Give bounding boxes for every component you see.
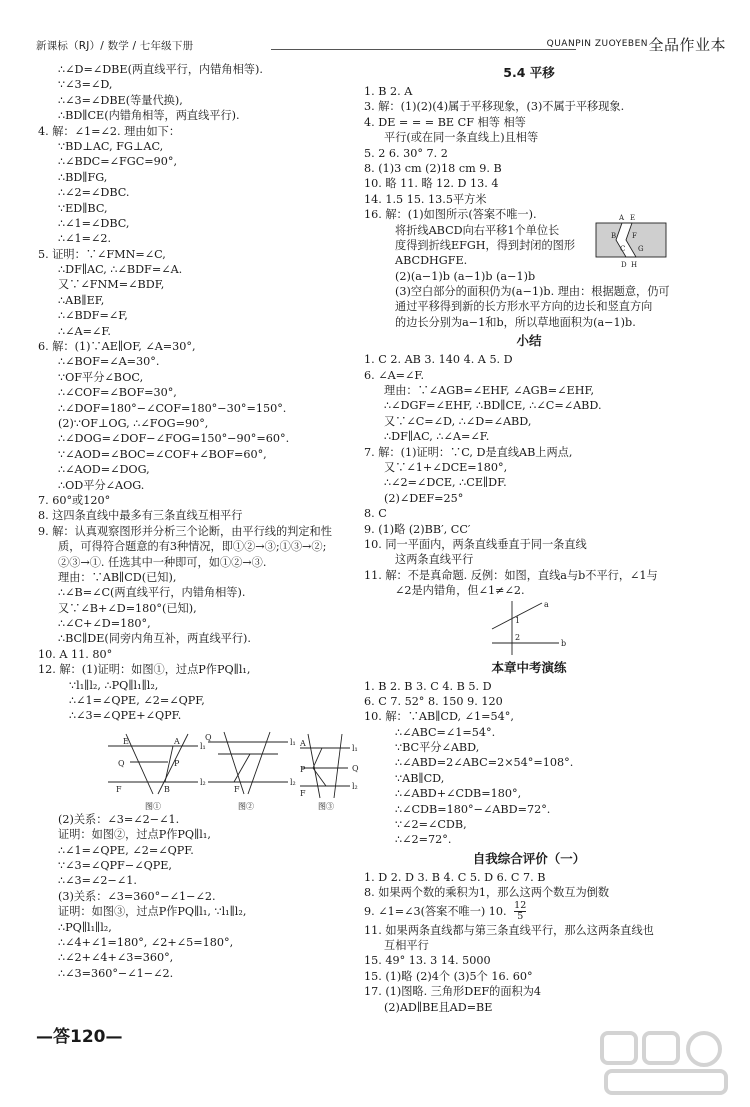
text-line: ∵∠3=∠D, xyxy=(58,78,113,92)
figure-label: A xyxy=(619,214,625,223)
q16-block xyxy=(364,207,694,269)
text-line: ∵∠2=∠CDB, xyxy=(395,818,467,832)
translation-figure xyxy=(592,213,672,271)
svg-text:b: b xyxy=(561,638,567,648)
figure-2-caption: 图② xyxy=(238,801,254,811)
text-line: 10. 略 11. 略 12. D 13. 4 xyxy=(364,177,499,191)
text-line: ∴∠3=∠QPE+∠QPF. xyxy=(69,709,182,723)
text-line: 11. 如果两条直线都与第三条直线平行，那么这两条直线也 xyxy=(364,923,654,937)
text-line: ∴∠2=72°. xyxy=(395,833,452,847)
text-line: ∴BD∥FG, xyxy=(58,170,108,184)
figure-label: B xyxy=(611,232,617,241)
text-line: 9. 解：认真观察图形并分析三个论断，由平行线的判定和性 xyxy=(38,524,332,538)
text-line: ∴∠3=∠2−∠1. xyxy=(58,874,137,888)
text-line: 8. 如果两个数的乘积为1，那么这两个数互为倒数 xyxy=(364,886,610,900)
text-line: 1. D 2. D 3. B 4. C 5. D 6. C 7. B xyxy=(364,870,546,884)
text-line: 将折线ABCD向右平移1个单位长 xyxy=(395,223,560,237)
text-line: ∴BD∥CE(内错角相等，两直线平行). xyxy=(58,109,240,123)
figure-label: E xyxy=(630,214,636,223)
svg-text:l₁: l₁ xyxy=(200,741,206,751)
text-line: 17. (1)图略. 三角形DEF的面积为4 xyxy=(364,985,542,999)
text-line: 6. 解：(1)∵AE∥OF, ∠A=30°, xyxy=(38,340,196,354)
text-line: 10. A 11. 80° xyxy=(38,647,113,661)
text-line: ∵∠AOD=∠BOC=∠COF+∠BOF=60°, xyxy=(58,447,267,461)
text-line: ∴∠3=∠DBE(等量代换), xyxy=(58,93,183,107)
left-column xyxy=(38,62,359,981)
text-line: 又∵∠FNM=∠BDF, xyxy=(58,278,165,292)
q12-figures xyxy=(38,724,359,812)
page-header xyxy=(36,32,726,54)
text-line: 平行(或在同一条直线上)且相等 xyxy=(384,131,539,145)
text-line: ∴∠CDB=180°−∠ABD=72°. xyxy=(395,802,551,816)
text-line: ∵BC平分∠ABD, xyxy=(395,741,480,755)
text-line: ∵OF平分∠BOC, xyxy=(58,370,144,384)
text-line: 5. 2 6. 30° 7. 2 xyxy=(364,146,448,160)
svg-text:1: 1 xyxy=(515,615,521,625)
text-line: ∴BC∥DE(同旁内角互补，两直线平行). xyxy=(58,632,251,646)
figure-3-caption: 图③ xyxy=(318,801,334,811)
text-line: 互相平行 xyxy=(384,938,429,952)
text-line: (2)∵OF⊥OG, ∴∠FOG=90°, xyxy=(58,416,209,430)
text-line: (3)空白部分的面积仍为(a−1)b. 理由：根据题意，仍可 xyxy=(395,285,670,299)
text-line: 8. C xyxy=(364,507,387,521)
text-line: ∴∠4+∠1=180°, ∠2+∠5=180°, xyxy=(58,935,234,949)
text-line: ∴∠AOD=∠DOG, xyxy=(58,463,150,477)
text-line: 这两条直线平行 xyxy=(395,553,474,567)
section-heading: 5.4 平移 xyxy=(503,65,555,80)
text-line: ∴∠2=∠DBC. xyxy=(58,186,130,200)
text-line: 3. 解：(1)(2)(4)属于平移现象，(3)不属于平移现象. xyxy=(364,100,625,114)
text-line: ∴∠1=∠2. xyxy=(58,232,112,246)
svg-text:A: A xyxy=(174,736,180,746)
text-line: ∴OD平分∠AOG. xyxy=(58,478,145,492)
section-heading: 本章中考演练 xyxy=(491,659,567,675)
figure-label: C xyxy=(620,245,626,254)
text-line: 的边长分别为a−1和b，所以草地面积为(a−1)b. xyxy=(395,315,636,329)
text-line: ∴∠C+∠D=180°, xyxy=(58,617,151,631)
text-line: ∴∠ABD=2∠ABC=2×54°=108°. xyxy=(395,756,574,770)
text-line: ∵∠3=∠QPF−∠QPE, xyxy=(58,858,172,872)
figure-1-caption: 图① xyxy=(145,801,161,811)
svg-text:A: A xyxy=(300,738,306,748)
text-line: ∴DF∥AC, ∴∠BDF=∠A. xyxy=(58,263,183,277)
text-line: 6. C 7. 52° 8. 150 9. 120 xyxy=(364,694,503,708)
text-line: 7. 解：(1)证明：∵C, D是直线AB上两点, xyxy=(364,445,573,459)
text-line: ∴∠DGF=∠EHF, ∴BD∥CE, ∴∠C=∠ABD. xyxy=(384,399,602,413)
text-line: ∴PQ∥l₁∥l₂, xyxy=(58,920,112,934)
text-line xyxy=(364,901,694,923)
text-line: 10. 解：∵AB∥CD, ∠1=54°, xyxy=(364,710,514,724)
text-line: ∵l₁∥l₂, ∴PQ∥l₁∥l₂, xyxy=(69,678,159,692)
text-line: 度得到折线EFGH，得到封闭的图形 xyxy=(395,238,576,252)
text-line: ∴∠1=∠QPE, ∠2=∠QPF, xyxy=(69,694,205,708)
figure-label: G xyxy=(638,245,644,254)
svg-text:P: P xyxy=(174,758,180,768)
header-series: 新课标（RJ）/ 数学 / 七年级下册 xyxy=(36,40,194,52)
text-line: ∴∠3=360°−∠1−∠2. xyxy=(58,966,174,980)
text-line: 又∵∠C=∠D, ∴∠D=∠ABD, xyxy=(384,414,532,428)
site-watermark-logo xyxy=(596,1027,736,1099)
section-heading: 自我综合评价（一） xyxy=(472,850,586,866)
figure-label: F xyxy=(632,232,637,241)
text-line: 6. ∠A=∠F. xyxy=(364,368,425,382)
text-line: ∴∠BDF=∠F, xyxy=(58,309,128,323)
text-line: ∴∠COF=∠BOF=30°, xyxy=(58,386,177,400)
text-line: 11. 解：不是真命题. 反例：如图，直线a与b不平行，∠1与 xyxy=(364,568,658,582)
text-line: 4. 解：∠1=∠2. 理由如下： xyxy=(38,124,181,138)
text-line: 16. 解：(1)如图所示(答案不唯一). xyxy=(364,208,537,222)
text-line: ∴∠BDC=∠FGC=90°, xyxy=(58,155,178,169)
counterexample-figure xyxy=(364,599,694,657)
parallel-lines-figures xyxy=(38,724,359,812)
text-line: (2)∠DEF=25° xyxy=(384,491,464,505)
svg-text:Q: Q xyxy=(352,763,359,773)
text-line: 5. 证明：∵∠FMN=∠C, xyxy=(38,247,166,261)
text-line: 15. 49° 13. 3 14. 5000 xyxy=(364,954,491,968)
text-line: ∵ED∥BC, xyxy=(58,201,108,215)
svg-text:F: F xyxy=(234,784,240,794)
text-line: ∴∠DOG=∠DOF−∠FOG=150°−90°=60°. xyxy=(58,432,290,446)
svg-text:P: P xyxy=(300,764,306,774)
text-line: (2)AD∥BE且AD=BE xyxy=(384,1000,493,1014)
text-line: 12. 解：(1)证明：如图①，过点P作PQ∥l₁, xyxy=(38,663,251,677)
text-line: ∴∠1=∠QPE, ∠2=∠QPF. xyxy=(58,843,194,857)
text-line: (2)(a−1)b (a−1)b (a−1)b xyxy=(395,269,536,283)
svg-text:l₂: l₂ xyxy=(352,781,358,791)
q9-text: 9. ∠1=∠3(答案不唯一) 10. xyxy=(364,904,507,918)
figure-label: D xyxy=(621,261,627,270)
svg-text:Q: Q xyxy=(205,732,212,742)
text-line: ∴∠DOF=180°−∠COF=180°−30°=150°. xyxy=(58,401,287,415)
text-line: ABCDHGFE. xyxy=(395,254,468,268)
header-rule xyxy=(271,49,576,50)
text-line: 8. 这四条直线中最多有三条直线互相平行 xyxy=(38,509,243,523)
text-line: 1. B 2. A xyxy=(364,85,413,98)
text-line: (2)关系：∠3=∠2−∠1. xyxy=(58,812,180,826)
svg-text:Q: Q xyxy=(118,758,125,768)
text-line: ∴AB∥EF, xyxy=(58,293,105,307)
svg-text:l₁: l₁ xyxy=(290,737,296,747)
text-line: 又∵∠B+∠D=180°(已知), xyxy=(58,601,197,615)
fraction xyxy=(514,901,526,922)
right-column xyxy=(364,62,694,1015)
svg-text:l₂: l₂ xyxy=(200,777,206,787)
page-number: —答120— xyxy=(36,1027,123,1047)
text-line: ∴∠1=∠DBC, xyxy=(58,216,130,230)
text-line: 证明：如图③，过点P作PQ∥l₁, ∵l₁∥l₂, xyxy=(58,905,247,919)
text-line: ∴∠ABD+∠CDB=180°, xyxy=(395,787,522,801)
figure-label: H xyxy=(631,261,638,270)
svg-text:F: F xyxy=(116,784,122,794)
text-line: 理由：∵∠AGB=∠EHF, ∠AGB=∠EHF, xyxy=(384,384,595,398)
fraction-denominator: 5 xyxy=(517,911,524,923)
text-line: 1. C 2. AB 3. 140 4. A 5. D xyxy=(364,353,513,367)
text-line: ∴DF∥AC, ∴∠A=∠F. xyxy=(384,430,490,444)
svg-text:l₂: l₂ xyxy=(290,777,296,787)
text-line: 又∵∠1+∠DCE=180°, xyxy=(384,460,508,474)
text-line: 8. (1)3 cm (2)18 cm 9. B xyxy=(364,161,502,175)
header-pinyin: QUANPIN ZUOYEBEN xyxy=(546,39,648,49)
text-line: 14. 1.5 15. 13.5平方米 xyxy=(364,192,487,206)
text-line: ∵AB∥CD, xyxy=(395,771,445,785)
text-line: ∴∠ABC=∠1=54°. xyxy=(395,725,496,739)
text-line: 4. DE = = = BE CF 相等 相等 xyxy=(364,115,526,129)
text-line: ∴∠2+∠4+∠3=360°, xyxy=(58,951,174,965)
text-line: 15. (1)略 (2)4个 (3)5个 16. 60° xyxy=(364,969,533,983)
fraction-numerator: 12 xyxy=(514,900,527,912)
text-line: 7. 60°或120° xyxy=(38,493,111,507)
svg-text:2: 2 xyxy=(515,632,521,642)
header-brand: 全品作业本 xyxy=(648,36,726,54)
svg-text:E: E xyxy=(123,736,129,746)
text-line: ∴∠2=∠DCE, ∴CE∥DF. xyxy=(384,476,507,490)
text-line: ∴∠B=∠C(两直线平行，内错角相等). xyxy=(58,586,246,600)
text-line: (3)关系：∠3=360°−∠1−∠2. xyxy=(58,889,216,903)
svg-text:l₁: l₁ xyxy=(352,743,358,753)
text-line: ∴∠D=∠DBE(两直线平行，内错角相等). xyxy=(58,63,263,76)
text-line: 理由：∵AB∥CD(已知), xyxy=(58,570,177,584)
text-line: ∵BD⊥AC, FG⊥AC, xyxy=(58,139,164,153)
svg-text:a: a xyxy=(544,599,549,609)
text-line: 10. 同一平面内，两条直线垂直于同一条直线 xyxy=(364,537,587,551)
text-line: 通过平移得到新的长方形水平方向的边长和竖直方向 xyxy=(395,300,653,314)
text-line: ∠2是内错角，但∠1≠∠2. xyxy=(395,584,525,598)
text-line: 1. B 2. B 3. C 4. B 5. D xyxy=(364,679,492,693)
section-heading: 小结 xyxy=(516,333,542,349)
text-line: 证明：如图②，过点P作PQ∥l₁, xyxy=(58,828,211,842)
text-line: 质，可得符合题意的有3种情况，即①②→③;①③→②; xyxy=(58,540,327,554)
svg-text:B: B xyxy=(164,784,170,794)
text-line: ∴∠BOF=∠A=30°. xyxy=(58,355,160,369)
text-line: 9. (1)略 (2)BB′, CC′ xyxy=(364,522,471,536)
q11-figure xyxy=(364,599,694,657)
text-line: ②③→①. 任选其中一种即可，如①②→③. xyxy=(58,555,267,569)
svg-text:F: F xyxy=(300,788,306,798)
text-line: ∴∠A=∠F. xyxy=(58,324,111,338)
